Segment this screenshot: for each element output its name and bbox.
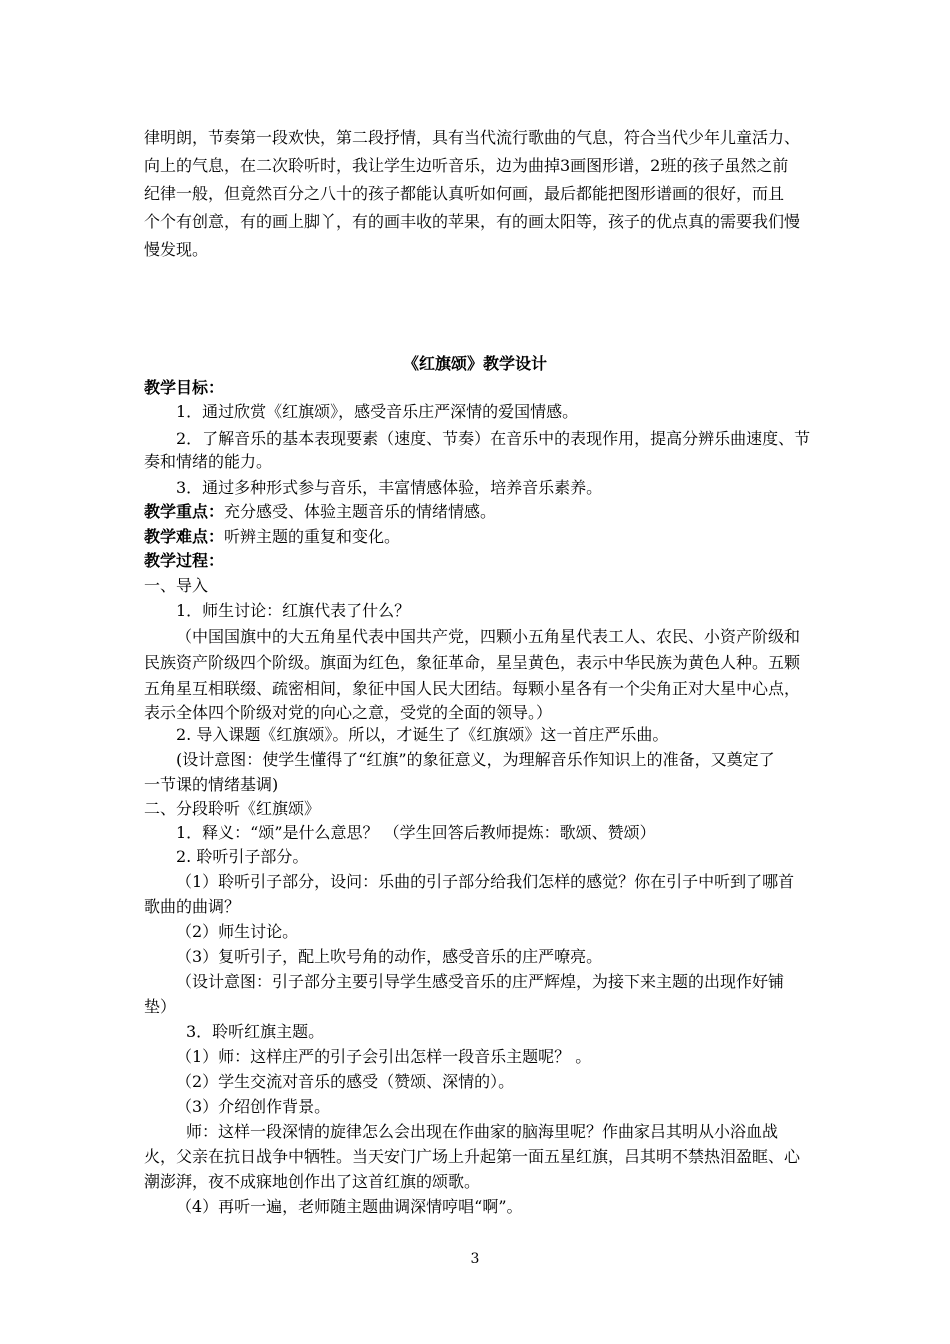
list-item: 1．师生讨论：红旗代表了什么？ [176, 601, 411, 620]
difficulty-text: 听辨主题的重复和变化。 [224, 527, 401, 546]
document-title: 《红旗颂》教学设计 [402, 354, 547, 373]
goal-item: 2．了解音乐的基本表现要素（速度、节奏）在音乐中的表现作用，提高分辨乐曲速度、节 [176, 429, 811, 448]
note-line: 民族资产阶级四个阶级。旗面为红色，象征革命，星呈黄色，表示中华民族为黄色人种。五颗 [144, 653, 801, 672]
key-label: 教学重点： [144, 502, 225, 521]
paragraph-line: 律明朗，节奏第一段欢快，第二段抒情，具有当代流行歌曲的气息，符合当代少年儿童活力、 [144, 128, 801, 147]
list-item: 2. 导入课题《红旗颂》。所以，才诞生了《红旗颂》这一首庄严乐曲。 [176, 725, 669, 744]
design-note: 一节课的情绪基调) [144, 775, 279, 794]
goal-item: 1．通过欣赏《红旗颂》，感受音乐庄严深情的爱国情感。 [176, 402, 579, 421]
teacher-line: 火，父亲在抗日战争中牺牲。当天安门广场上升起第一面五星红旗，吕其明不禁热泪盈眶、心 [144, 1147, 801, 1166]
note-line: （中国国旗中的大五角星代表中国共产党，四颗小五角星代表工人、农民、小资产阶级和 [176, 627, 801, 646]
sub-item: （4）再听一遍，老师随主题曲调深情哼唱“啊”。 [176, 1197, 523, 1216]
paragraph-line: 慢发现。 [144, 240, 209, 259]
sub-item-continued: 歌曲的曲调？ [144, 897, 241, 916]
design-note: （设计意图：引子部分主要引导学生感受音乐的庄严辉煌，为接下来主题的出现作好铺 [176, 972, 785, 991]
key-text: 充分感受、体验主题音乐的情绪情感。 [224, 502, 497, 521]
list-item: 3．聆听红旗主题。 [186, 1022, 325, 1041]
teacher-line: 潮澎湃，夜不成寐地创作出了这首红旗的颂歌。 [144, 1172, 481, 1191]
note-line: 五角星互相联缀、疏密相间，象征中国人民大团结。每颗小星各有一个尖角正对大星中心点， [144, 679, 801, 698]
goal-item-continued: 奏和情绪的能力。 [144, 452, 273, 471]
process-heading: 教学过程： [144, 551, 225, 570]
goal-item: 3．通过多种形式参与音乐，丰富情感体验，培养音乐素养。 [176, 478, 603, 497]
difficulty-label: 教学难点： [144, 527, 225, 546]
sub-item: （2）师生讨论。 [176, 922, 299, 941]
sub-item: （1）聆听引子部分，设问：乐曲的引子部分给我们怎样的感觉？你在引子中听到了哪首 [176, 872, 795, 891]
list-item: 1．释义：“颂”是什么意思？ （学生回答后教师提炼：歌颂、赞颂） [176, 823, 656, 842]
key-point [144, 502, 496, 522]
section-heading: 一、导入 [144, 576, 209, 595]
design-note: 垫） [144, 997, 177, 1016]
sub-item: （3）介绍创作背景。 [176, 1097, 331, 1116]
paragraph-line: 纪律一般，但竟然百分之八十的孩子都能认真听如何画，最后都能把图形谱画的很好，而且 [144, 184, 785, 203]
page-number: 3 [470, 1251, 480, 1267]
section-heading: 二、分段聆听《红旗颂》 [144, 799, 321, 818]
goals-heading: 教学目标： [144, 378, 225, 397]
sub-item: （2）学生交流对音乐的感受（赞颂、深情的）。 [176, 1072, 515, 1091]
difficulty-point [144, 527, 400, 547]
teacher-line: 师：这样一段深情的旋律怎么会出现在作曲家的脑海里呢？作曲家吕其明从小浴血战 [186, 1122, 779, 1141]
sub-item: （1）师：这样庄严的引子会引出怎样一段音乐主题呢？ 。 [176, 1047, 592, 1066]
list-item: 2. 聆听引子部分。 [176, 847, 309, 866]
note-line: 表示全体四个阶级对党的向心之意，受党的全面的领导。） [144, 703, 553, 722]
sub-item: （3）复听引子，配上吹号角的动作，感受音乐的庄严嘹亮。 [176, 947, 603, 966]
design-note: (设计意图：使学生懂得了“红旗”的象征意义，为理解音乐作知识上的准备，又奠定了 [176, 750, 775, 769]
paragraph-line: 向上的气息，在二次聆听时，我让学生边听音乐，边为曲掉3画图形谱，2班的孩子虽然之前 [144, 156, 789, 175]
paragraph-line: 个个有创意，有的画上脚丫，有的画丰收的苹果，有的画太阳等，孩子的优点真的需要我们慢 [144, 212, 801, 231]
